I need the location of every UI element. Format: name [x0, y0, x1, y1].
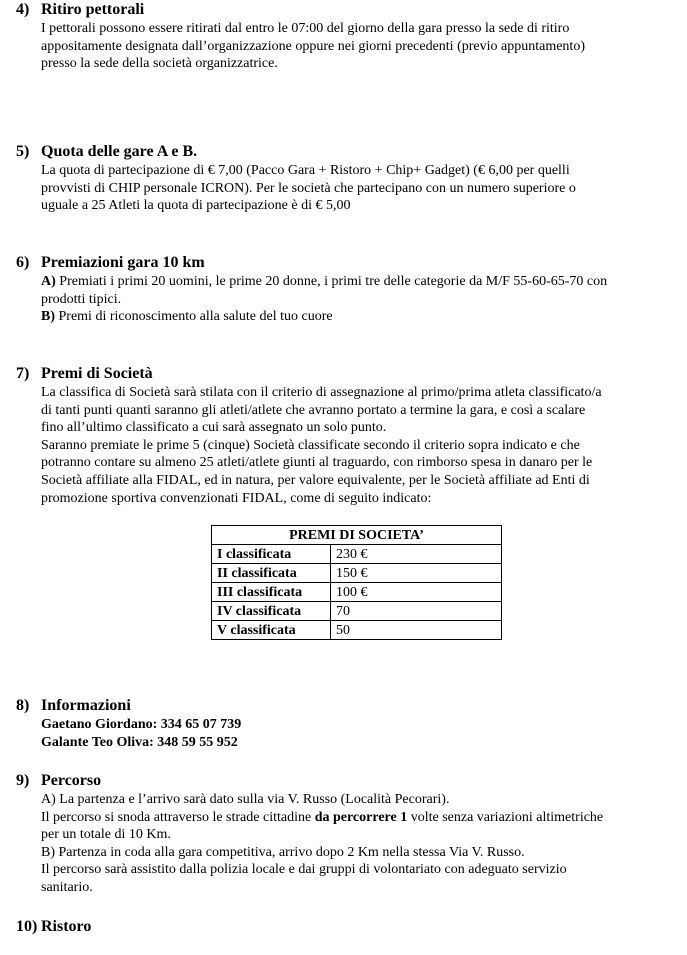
section-title: Percorso	[41, 772, 102, 789]
section-title: Ritiro pettorali	[41, 1, 145, 18]
paragraph-line: Società affiliate alla FIDAL, ed in natura, per valore equivalente, per le Società affiliate ad Enti di	[41, 472, 590, 488]
paragraph-line: provvisti di CHIP personale ICRON). Per le società che partecipano con un numero superiore o	[41, 180, 576, 196]
paragraph-line: A) Premiati i primi 20 uomini, le prime 20 donne, i primi tre delle categorie da M/F 55-60-65-70 con	[41, 274, 608, 289]
section-body	[41, 20, 683, 73]
item-label: B)	[41, 309, 55, 325]
table-row	[212, 602, 502, 621]
paragraph-line: sanitario.	[41, 879, 93, 895]
table-header-row	[212, 526, 502, 545]
rank-cell: I classificata	[212, 545, 331, 564]
contact-line: Gaetano Giordano: 334 65 07 739	[41, 717, 242, 732]
rank-cell: IV classificata	[212, 602, 331, 621]
section-percorso	[0, 771, 687, 897]
section-heading: 9) Percorso	[16, 772, 102, 789]
section-premi-societa	[0, 364, 687, 507]
paragraph-line: La quota di partecipazione di € 7,00 (Pacco Gara + Ristoro + Chip+ Gadget) (€ 6,00 per quelli	[41, 163, 570, 178]
section-heading: 10) Ristoro	[16, 918, 92, 935]
section-heading: 6) Premiazioni gara 10 km	[16, 254, 205, 271]
section-body	[41, 791, 683, 897]
paragraph-line: potranno contare su almeno 25 atleti/atlete giunti al traguardo, con rimborso spesa in danaro per le	[41, 455, 593, 471]
paragraph-line: per un totale di 10 Km.	[41, 827, 171, 843]
paragraph-line: Il percorso si snoda attraverso le strade cittadine da percorrere 1 volte senza variazioni altimetriche	[41, 809, 604, 825]
table-row	[212, 564, 502, 583]
paragraph-line: I pettorali possono essere ritirati dal entro le 07:00 del giorno della gara presso la sede di ritiro	[41, 21, 570, 36]
section-premiazioni	[0, 253, 687, 326]
table-row	[212, 621, 502, 640]
table-row	[212, 583, 502, 602]
paragraph-line: Il percorso sarà assistito dalla polizia locale e dai gruppi di volontariato con adeguato servizio	[41, 862, 567, 878]
paragraph-line: B) Premi di riconoscimento alla salute del tuo cuore	[41, 309, 333, 325]
section-heading: 4) Ritiro pettorali	[16, 1, 145, 18]
section-ristoro	[0, 917, 687, 937]
paragraph-line: promozione sportiva convenzionati FIDAL, come di seguito indicato:	[41, 490, 432, 506]
paragraph-line: uguale a 25 Atleti la quota di partecipazione è di € 5,00	[41, 198, 351, 214]
section-body	[41, 162, 683, 215]
paragraph-line: appositamente designata dall’organizzazione oppure nei giorni precedenti (previo appuntamento)	[41, 38, 585, 54]
paragraph-line: di tanti punti quanti saranno gli atleti/atlete che avranno portato a termine la gara, e così a scalare	[41, 402, 586, 418]
prize-cell: 150 €	[331, 564, 502, 583]
paragraph-line: Saranno premiate le prime 5 (cinque) Società classificate secondo il criterio sopra indicato e che	[41, 437, 580, 453]
prize-table	[211, 525, 502, 640]
section-heading: 7) Premi di Società	[16, 365, 153, 382]
paragraph-line: B) Partenza in coda alla gara competitiva, arrivo dopo 2 Km nella stessa Via V. Russo.	[41, 844, 525, 860]
paragraph-line: A) La partenza e l’arrivo sarà dato sulla via V. Russo (Località Pecorari).	[41, 792, 450, 807]
prize-cell: 230 €	[331, 545, 502, 564]
prize-cell: 50	[331, 621, 502, 640]
section-title: Premiazioni gara 10 km	[41, 254, 205, 271]
section-title: Premi di Società	[41, 365, 153, 382]
paragraph-line: prodotti tipici.	[41, 291, 122, 307]
paragraph-line: La classifica di Società sarà stilata con il criterio di assegnazione al primo/prima atleta classificato/a	[41, 385, 602, 400]
section-heading: 8) Informazioni	[16, 697, 131, 714]
table-row	[212, 545, 502, 564]
section-quota-gare	[0, 142, 687, 215]
prize-cell: 100 €	[331, 583, 502, 602]
section-body	[41, 716, 683, 751]
section-ritiro-pettorali	[0, 0, 687, 73]
paragraph-line: presso la sede della società organizzatrice.	[41, 56, 278, 72]
table-header: PREMI DI SOCIETA’	[212, 526, 502, 545]
section-body	[41, 384, 683, 507]
prize-cell: 70	[331, 602, 502, 621]
section-title: Quota delle gare A e B.	[41, 143, 198, 160]
section-heading: 5) Quota delle gare A e B.	[16, 143, 198, 160]
item-label: A)	[41, 274, 56, 289]
rank-cell: III classificata	[212, 583, 331, 602]
section-informazioni	[0, 696, 687, 751]
paragraph-line: fino all’ultimo classificato a cui sarà assegnato un solo punto.	[41, 420, 387, 436]
section-body	[41, 273, 683, 326]
rank-cell: II classificata	[212, 564, 331, 583]
section-title: Informazioni	[41, 697, 131, 714]
rank-cell: V classificata	[212, 621, 331, 640]
section-title: Ristoro	[41, 918, 92, 935]
contact-line: Galante Teo Oliva: 348 59 55 952	[41, 734, 238, 750]
